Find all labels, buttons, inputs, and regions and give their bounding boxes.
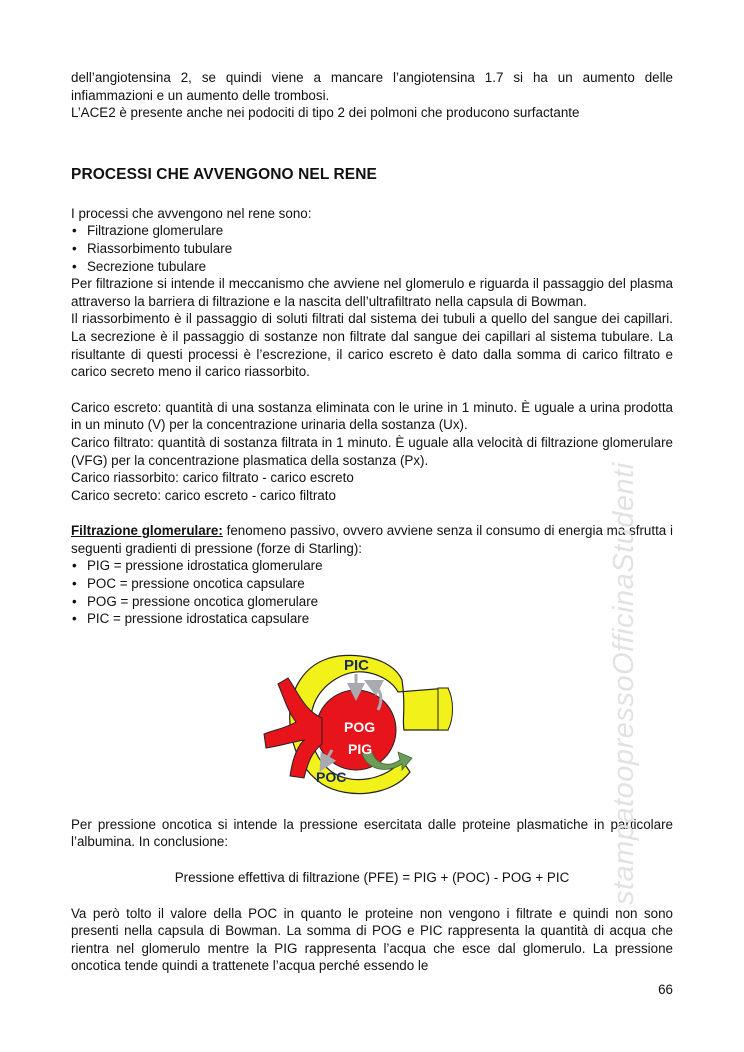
glomerulus-diagram	[252, 648, 492, 798]
page-number: 66	[658, 982, 673, 997]
glomerular-filtration-description: fenomeno passivo, ovvero avviene senza il consumo di energia ma sfrutta i seguenti gradienti di pressione (forze di Starling):	[71, 523, 673, 556]
poc-label: POC	[316, 768, 347, 785]
list-item: • POC = pressione oncotica capsulare	[71, 575, 673, 593]
list-item: • PIC = pressione idrostatica capsulare	[71, 610, 673, 628]
page-content	[71, 69, 673, 975]
watermark: stampatoopressoOfficinaStudenti	[608, 462, 640, 905]
filtered-load: Carico filtrato: quantità di sostanza filtrata in 1 minuto. È uguale alla velocità di filtrazione glomerulare (VFG) per la concentrazione plasmatica della sostanza (Px).	[71, 434, 673, 468]
list-item: • Riassorbimento tubulare	[71, 240, 673, 258]
oncotic-paragraph: Per pressione oncotica si intende la pressione esercitata dalle proteine plasmatiche in particolare l’albumina. In conclusione:	[71, 816, 673, 850]
section-title: PROCESSI CHE AVVENGONO NEL RENE	[71, 165, 377, 183]
pog-label: POG	[344, 718, 376, 735]
list-item: • PIG = pressione idrostatica glomerulare	[71, 557, 673, 575]
pressures-list	[71, 557, 673, 627]
pfe-formula: Pressione effettiva di filtrazione (PFE) = PIG + (POC) - POG + PIC	[174, 870, 570, 886]
processes-lead: I processi che avvengono nel rene sono:	[71, 205, 312, 221]
intro-paragraph: dell’angiotensina 2, se quindi viene a mancare l’angiotensina 1.7 si ha un aumento delle infiammazioni e un aumento delle trombosi.	[71, 70, 673, 103]
glomerular-filtration-term: Filtrazione glomerulare:	[71, 523, 223, 539]
list-item: • Secrezione tubulare	[71, 258, 673, 276]
secreted-load: Carico secreto: carico escreto - carico filtrato	[71, 487, 336, 503]
pig-label: PIG	[348, 740, 373, 757]
list-item: • POG = pressione oncotica glomerulare	[71, 593, 673, 611]
excreted-load: Carico escreto: quantità di una sostanza eliminata con le urine in 1 minuto. È uguale a urina prodotta in un minuto (V) per la concentrazione urinaria della sostanza (Ux).	[71, 399, 673, 433]
list-item: • Filtrazione glomerulare	[71, 222, 673, 240]
final-paragraph: Va però tolto il valore della POC in quanto le proteine non vengono i filtrate e quindi non sono presenti nella capsula di Bowman. La somma di POG e PIC rappresenta la quantità di acqua che rientra nel glomerulo mentre la PIG rappresenta l’acqua che esce dal glomerulo. La pressione oncotica tende quindi a trattenete l’acqua perché essendo le	[71, 905, 673, 974]
proximal-tubule	[438, 688, 453, 730]
pic-label: PIC	[344, 656, 370, 674]
reabsorbed-load: Carico riassorbito: carico filtrato - carico escreto	[71, 470, 354, 486]
glomerular-filtration-paragraph	[71, 522, 673, 557]
starling-forces-figure	[71, 648, 673, 798]
intro-paragraph-ace2: L’ACE2 è presente anche nei podociti di tipo 2 dei polmoni che producono surfactante	[71, 105, 580, 121]
reabsorption-definition: Il riassorbimento è il passaggio di soluti filtrati dal sistema dei tubuli a quello del sangue dei capillari. La secrezione è il passaggio di sostanze non filtrate dal sangue dei capillari al sistema tubulare. La risultante di questi processi è l’escrezione, il carico escreto è dato dalla somma di carico filtrato e carico secreto meno il carico riassorbito.	[71, 311, 673, 380]
filtration-definition: Per filtrazione si intende il meccanismo che avviene nel glomerulo e riguarda il passaggio del plasma attraverso la barriera di filtrazione e la nascita dell’ultrafiltrato nella capsula di Bowman.	[71, 276, 673, 309]
processes-list	[71, 222, 673, 275]
